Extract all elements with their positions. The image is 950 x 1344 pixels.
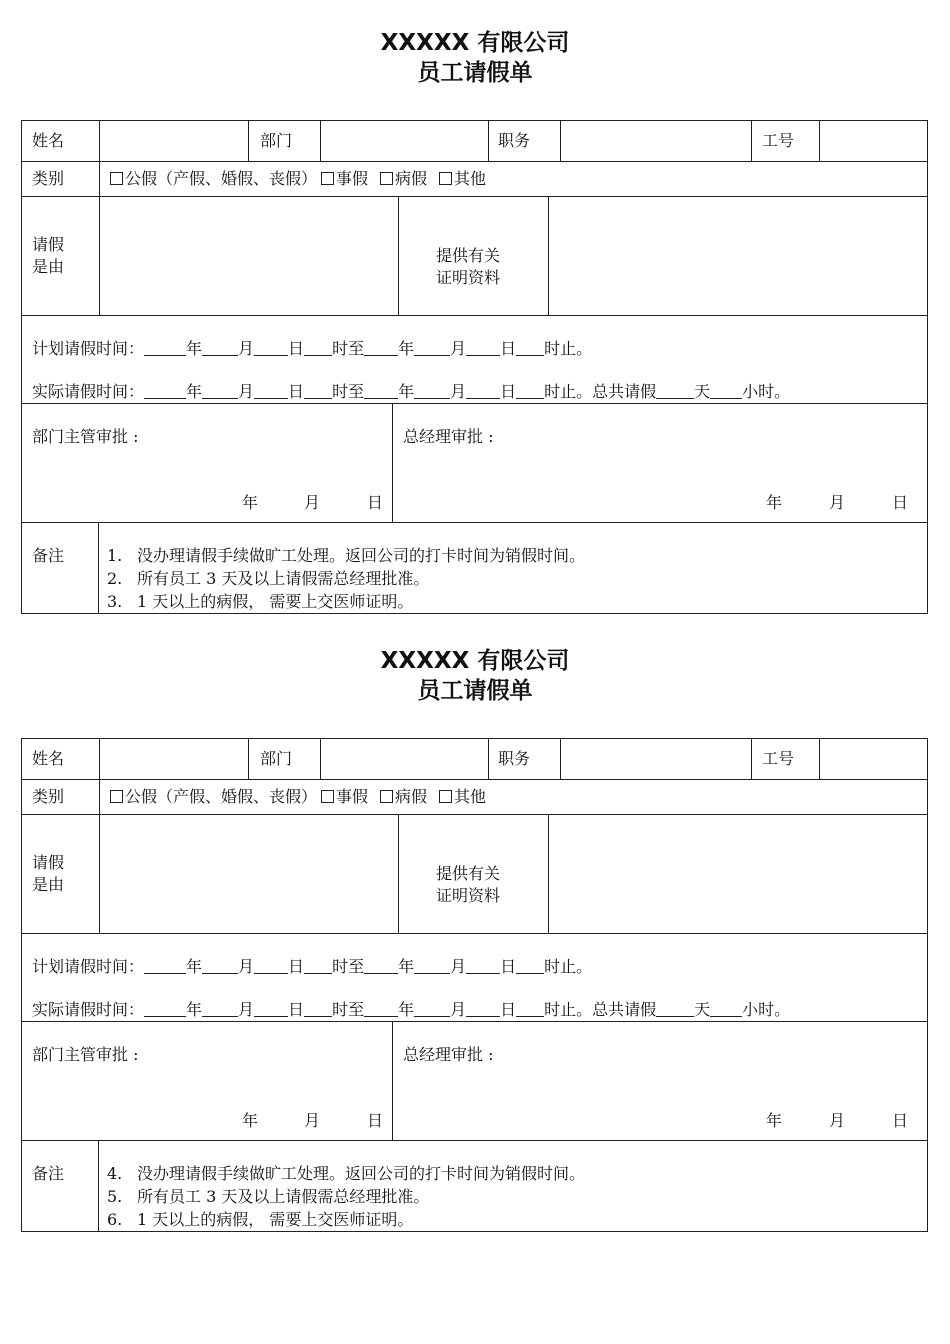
category-options	[110, 786, 498, 808]
note-text: 所有员工 3 天及以上请假需总经理批准。	[137, 1187, 430, 1206]
blank-underline[interactable]	[414, 1000, 450, 1017]
checkbox-icon[interactable]	[321, 790, 334, 803]
unit-label: 月	[450, 339, 467, 358]
cell-divider	[98, 522, 99, 614]
cell-divider	[392, 1021, 393, 1140]
actual-time-label: 实际请假时间：	[32, 1000, 145, 1019]
cell-divider	[99, 196, 100, 315]
personal-leave-option[interactable]	[321, 169, 368, 188]
position-label: 职务	[498, 131, 531, 150]
unit-label: 月	[238, 339, 255, 358]
row-divider	[21, 933, 928, 934]
blank-underline[interactable]	[254, 382, 288, 399]
unit-label: 日	[500, 382, 517, 401]
blank-underline[interactable]	[304, 1000, 332, 1017]
gm-approval-month: 月	[829, 493, 846, 512]
blank-underline[interactable]	[710, 1000, 742, 1017]
unit-label: 月	[238, 957, 255, 976]
cell-divider	[751, 120, 752, 161]
unit-label: 时止。总共请假	[544, 1000, 657, 1019]
blank-underline[interactable]	[254, 957, 288, 974]
cell-divider	[560, 738, 561, 779]
company-name: XXXXX 有限公司	[380, 30, 570, 56]
blank-underline[interactable]	[144, 339, 186, 356]
option-label: 其他	[454, 169, 487, 188]
proof-label-line1: 提供有关	[436, 864, 501, 883]
unit-label: 时至	[332, 957, 365, 976]
note-item	[107, 590, 585, 613]
notes-label: 备注	[32, 1164, 65, 1183]
blank-underline[interactable]	[202, 339, 238, 356]
planned-time-line	[32, 338, 592, 360]
unit-label: 日	[288, 1000, 305, 1019]
form-title	[0, 28, 950, 88]
unit-label: 时至	[332, 382, 365, 401]
option-label: 事假	[336, 169, 369, 188]
gm-approval-label: 总经理审批 :	[403, 1045, 494, 1064]
unit-label: 月	[450, 957, 467, 976]
unit-label: 年	[398, 1000, 415, 1019]
row-divider	[21, 522, 928, 523]
department-label: 部门	[260, 131, 293, 150]
position-label: 职务	[498, 749, 531, 768]
public-leave-option[interactable]	[110, 787, 317, 806]
checkbox-icon[interactable]	[439, 790, 452, 803]
option-label: 病假	[395, 169, 428, 188]
unit-label: 时止。	[544, 957, 593, 976]
option-label: 病假	[395, 787, 428, 806]
reason-field[interactable]	[101, 197, 397, 314]
blank-underline[interactable]	[202, 382, 238, 399]
unit-label: 时至	[332, 339, 365, 358]
blank-underline[interactable]	[466, 1000, 500, 1017]
reason-label-line1: 请假	[32, 235, 65, 254]
cell-divider	[392, 403, 393, 522]
blank-underline[interactable]	[656, 1000, 694, 1017]
blank-underline[interactable]	[144, 1000, 186, 1017]
unit-label: 日	[500, 339, 517, 358]
form-title	[0, 646, 950, 706]
cell-divider	[819, 120, 820, 161]
note-item	[107, 1185, 585, 1208]
position-field[interactable]	[562, 121, 750, 160]
blank-underline[interactable]	[466, 382, 500, 399]
unit-label: 天	[694, 1000, 711, 1019]
reason-label-line2: 是由	[32, 875, 65, 894]
notes-list	[107, 1162, 585, 1231]
row-divider	[21, 1140, 928, 1141]
note-number: 6.	[107, 1210, 123, 1229]
blank-underline[interactable]	[516, 339, 544, 356]
planned-time-label: 计划请假时间：	[32, 339, 145, 358]
cell-divider	[98, 1140, 99, 1232]
note-text: 没办理请假手续做旷工处理。返回公司的打卡时间为销假时间。	[137, 1164, 586, 1183]
unit-label: 年	[186, 382, 203, 401]
note-text: 没办理请假手续做旷工处理。返回公司的打卡时间为销假时间。	[137, 546, 586, 565]
blank-underline[interactable]	[364, 382, 398, 399]
unit-label: 小时。	[742, 382, 791, 401]
dept-approval-year: 年	[242, 493, 259, 512]
name-label: 姓名	[32, 131, 65, 150]
dept-approval-year: 年	[242, 1111, 259, 1130]
dept-approval-day: 日	[367, 1111, 384, 1130]
blank-underline[interactable]	[516, 957, 544, 974]
dept-approval-label: 部门主管审批 :	[32, 427, 139, 446]
other-leave-option[interactable]	[439, 787, 486, 806]
cell-divider	[819, 738, 820, 779]
cell-divider	[99, 814, 100, 933]
actual-time-label: 实际请假时间：	[32, 382, 145, 401]
unit-label: 日	[288, 957, 305, 976]
cell-divider	[488, 120, 489, 161]
unit-label: 月	[238, 382, 255, 401]
checkbox-icon[interactable]	[380, 172, 393, 185]
proof-label-line2: 证明资料	[436, 268, 501, 287]
blank-underline[interactable]	[656, 382, 694, 399]
note-item	[107, 1208, 585, 1231]
blank-underline[interactable]	[202, 1000, 238, 1017]
option-label: 其他	[454, 787, 487, 806]
blank-underline[interactable]	[414, 382, 450, 399]
cell-divider	[398, 814, 399, 933]
form-name: 员工请假单	[417, 678, 533, 704]
dept-approval-label: 部门主管审批 :	[32, 1045, 139, 1064]
form-name: 员工请假单	[417, 60, 533, 86]
cell-divider	[99, 120, 100, 161]
cell-divider	[99, 738, 100, 779]
cell-divider	[320, 738, 321, 779]
cell-divider	[548, 196, 549, 315]
dept-approval-field[interactable]	[23, 448, 391, 488]
note-item	[107, 1162, 585, 1185]
cell-divider	[248, 738, 249, 779]
planned-time-label: 计划请假时间：	[32, 957, 145, 976]
cell-divider	[751, 738, 752, 779]
checkbox-icon[interactable]	[110, 172, 123, 185]
proof-label-line2: 证明资料	[436, 886, 501, 905]
note-number: 1.	[107, 546, 123, 565]
cell-divider	[488, 738, 489, 779]
cell-divider	[548, 814, 549, 933]
category-options	[110, 168, 498, 190]
company-name: XXXXX 有限公司	[380, 648, 570, 674]
row-divider	[21, 403, 928, 404]
cell-divider	[320, 120, 321, 161]
checkbox-icon[interactable]	[110, 790, 123, 803]
cell-divider	[99, 161, 100, 196]
actual-time-line	[32, 999, 790, 1021]
other-leave-option[interactable]	[439, 169, 486, 188]
reason-label-line1: 请假	[32, 853, 65, 872]
blank-underline[interactable]	[304, 339, 332, 356]
leave-form-table	[21, 120, 928, 614]
blank-underline[interactable]	[304, 382, 332, 399]
blank-underline[interactable]	[144, 957, 186, 974]
position-field[interactable]	[562, 739, 750, 778]
gm-approval-field[interactable]	[394, 1066, 926, 1106]
blank-underline[interactable]	[516, 382, 544, 399]
personal-leave-option[interactable]	[321, 787, 368, 806]
dept-approval-month: 月	[304, 1111, 321, 1130]
unit-label: 天	[694, 382, 711, 401]
blank-underline[interactable]	[364, 339, 398, 356]
row-divider	[21, 779, 928, 780]
department-field[interactable]	[322, 121, 487, 160]
unit-label: 小时。	[742, 1000, 791, 1019]
unit-label: 日	[500, 957, 517, 976]
blank-underline[interactable]	[364, 1000, 398, 1017]
reason-field[interactable]	[101, 815, 397, 932]
option-label: 公假（产假、婚假、丧假）	[125, 787, 318, 806]
note-number: 4.	[107, 1164, 123, 1183]
unit-label: 日	[288, 339, 305, 358]
unit-label: 日	[288, 382, 305, 401]
unit-label: 时止。	[544, 339, 593, 358]
reason-label-line2: 是由	[32, 257, 65, 276]
unit-label: 时止。总共请假	[544, 382, 657, 401]
blank-underline[interactable]	[254, 1000, 288, 1017]
gm-approval-year: 年	[766, 493, 783, 512]
unit-label: 月	[238, 1000, 255, 1019]
cell-divider	[560, 120, 561, 161]
unit-label: 年	[398, 382, 415, 401]
option-label: 公假（产假、婚假、丧假）	[125, 169, 318, 188]
blank-underline[interactable]	[254, 339, 288, 356]
blank-underline[interactable]	[414, 339, 450, 356]
note-text: 1 天以上的病假， 需要上交医师证明。	[137, 1210, 414, 1229]
actual-time-line	[32, 381, 790, 403]
unit-label: 月	[450, 382, 467, 401]
gm-approval-label: 总经理审批 :	[403, 427, 494, 446]
employee-id-label: 工号	[762, 749, 795, 768]
department-label: 部门	[260, 749, 293, 768]
sick-leave-option[interactable]	[380, 787, 427, 806]
blank-underline[interactable]	[364, 957, 398, 974]
notes-list	[107, 544, 585, 613]
unit-label: 年	[398, 339, 415, 358]
leave-form-table	[21, 738, 928, 1232]
employee-id-field[interactable]	[821, 739, 927, 778]
name-label: 姓名	[32, 749, 65, 768]
note-number: 5.	[107, 1187, 123, 1206]
planned-time-line	[32, 956, 592, 978]
option-label: 事假	[336, 787, 369, 806]
unit-label: 年	[186, 339, 203, 358]
note-text: 所有员工 3 天及以上请假需总经理批准。	[137, 569, 430, 588]
category-label: 类别	[32, 169, 65, 188]
dept-approval-day: 日	[367, 493, 384, 512]
gm-approval-day: 日	[892, 1111, 909, 1130]
gm-approval-year: 年	[766, 1111, 783, 1130]
unit-label: 日	[500, 1000, 517, 1019]
department-field[interactable]	[322, 739, 487, 778]
dept-approval-field[interactable]	[23, 1066, 391, 1106]
gm-approval-day: 日	[892, 493, 909, 512]
employee-id-field[interactable]	[821, 121, 927, 160]
blank-underline[interactable]	[304, 957, 332, 974]
unit-label: 月	[450, 1000, 467, 1019]
proof-field[interactable]	[550, 197, 927, 314]
gm-approval-field[interactable]	[394, 448, 926, 488]
blank-underline[interactable]	[710, 382, 742, 399]
unit-label: 时至	[332, 1000, 365, 1019]
unit-label: 年	[186, 1000, 203, 1019]
blank-underline[interactable]	[466, 957, 500, 974]
proof-label-line1: 提供有关	[436, 246, 501, 265]
row-divider	[21, 1021, 928, 1022]
blank-underline[interactable]	[414, 957, 450, 974]
sick-leave-option[interactable]	[380, 169, 427, 188]
dept-approval-month: 月	[304, 493, 321, 512]
notes-label: 备注	[32, 546, 65, 565]
row-divider	[21, 161, 928, 162]
name-field[interactable]	[101, 739, 247, 778]
blank-underline[interactable]	[202, 957, 238, 974]
blank-underline[interactable]	[466, 339, 500, 356]
row-divider	[21, 315, 928, 316]
name-field[interactable]	[101, 121, 247, 160]
note-number: 3.	[107, 592, 123, 611]
proof-field[interactable]	[550, 815, 927, 932]
note-item	[107, 567, 585, 590]
checkbox-icon[interactable]	[439, 172, 452, 185]
cell-divider	[99, 779, 100, 814]
employee-id-label: 工号	[762, 131, 795, 150]
blank-underline[interactable]	[144, 382, 186, 399]
public-leave-option[interactable]	[110, 169, 317, 188]
note-text: 1 天以上的病假， 需要上交医师证明。	[137, 592, 414, 611]
blank-underline[interactable]	[516, 1000, 544, 1017]
category-label: 类别	[32, 787, 65, 806]
note-item	[107, 544, 585, 567]
unit-label: 年	[398, 957, 415, 976]
note-number: 2.	[107, 569, 123, 588]
checkbox-icon[interactable]	[380, 790, 393, 803]
cell-divider	[398, 196, 399, 315]
unit-label: 年	[186, 957, 203, 976]
checkbox-icon[interactable]	[321, 172, 334, 185]
cell-divider	[248, 120, 249, 161]
gm-approval-month: 月	[829, 1111, 846, 1130]
